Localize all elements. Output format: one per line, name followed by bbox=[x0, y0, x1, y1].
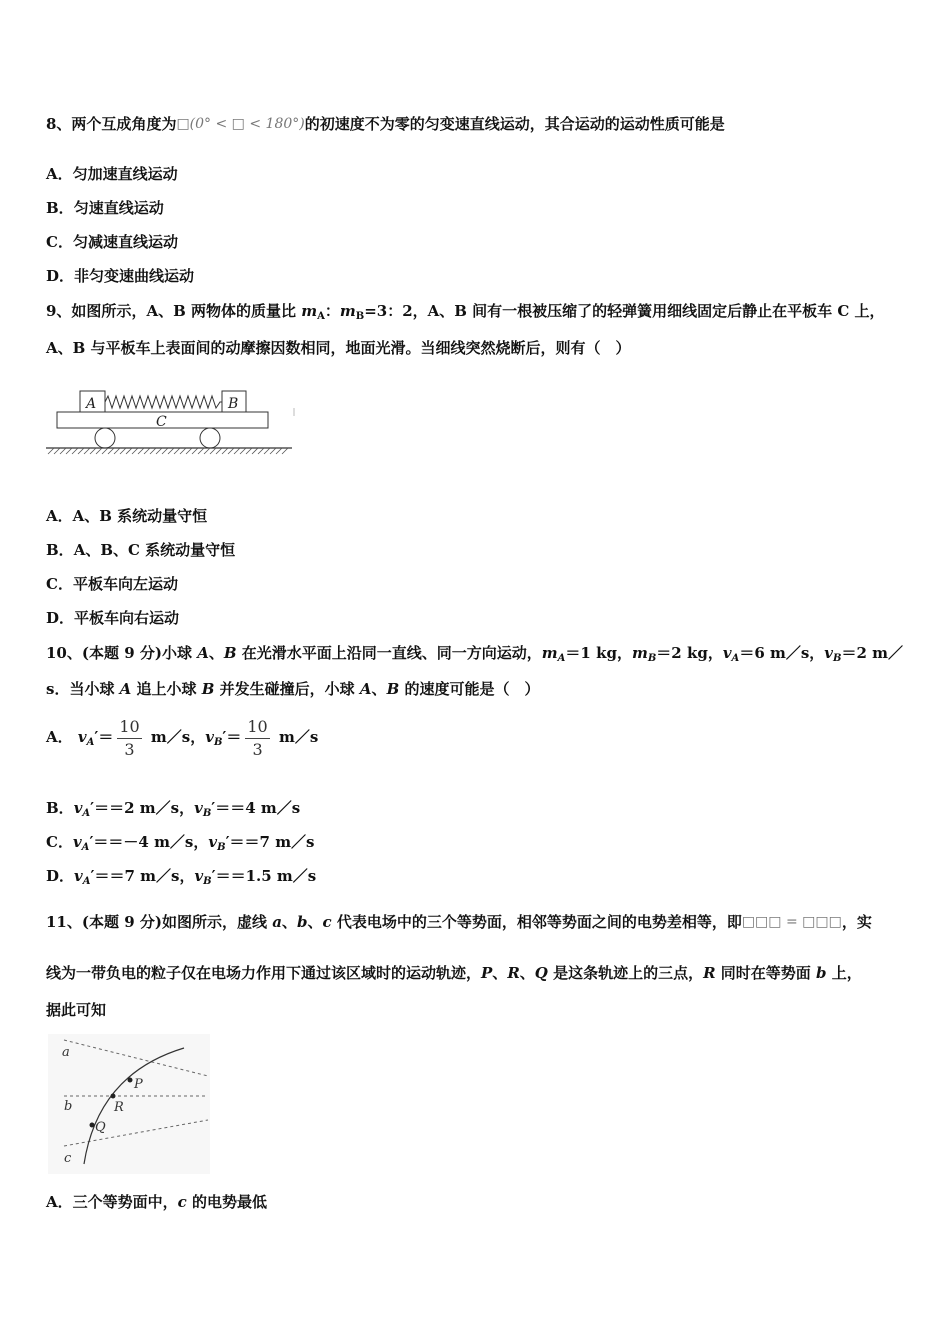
label-c: c bbox=[64, 1151, 72, 1166]
q11-equipotential-figure bbox=[48, 1034, 210, 1174]
q9-cart-figure bbox=[44, 386, 296, 458]
q8-stem: 8、两个互成角度为□(0° < □ < 180°)的初速度不为零的匀变速直线运动，其合运动的运动性质可能是 bbox=[46, 115, 725, 133]
q9-stem-line1: 9、如图所示，A、B 两物体的质量比 $m_A$：$m_B=3$：2，A、B 间有一根被压缩了的轻弹簧用细线固定后静止在平板车 C 上， bbox=[46, 302, 885, 322]
q8-option-d[interactable]: D．非匀变速曲线运动 bbox=[46, 267, 195, 285]
q10-stem-line2: s．当小球 A 追上小球 B 并发生碰撞后，小球 A、B 的速度可能是（ ） bbox=[46, 680, 540, 698]
q10-fraction-a: $\frac{10}{3}$ bbox=[119, 716, 140, 759]
q8-option-c[interactable]: C．匀减速直线运动 bbox=[46, 233, 178, 251]
ground-hatching bbox=[48, 448, 288, 454]
point-r bbox=[111, 1094, 116, 1099]
q11-stem-line3: 据此可知 bbox=[46, 1001, 107, 1019]
wheel-right bbox=[200, 428, 220, 448]
q8-angle-formula: □(0° < □ < 180°) bbox=[176, 116, 305, 132]
q11-potential-formula: □□□ = □□□ bbox=[741, 914, 842, 930]
wheel-left bbox=[95, 428, 115, 448]
cart-c-label: C bbox=[156, 414, 167, 430]
q9-option-a[interactable]: A．A、B 系统动量守恒 bbox=[46, 507, 208, 525]
q9-stem-line2: A、B 与平板车上表面间的动摩擦因数相同，地面光滑。当细线突然烧断后，则有（ ） bbox=[46, 339, 631, 357]
q10-option-c[interactable]: C．$v_A'==-4$ m／s，$v_B'==7$ m／s bbox=[46, 833, 315, 853]
q9-option-b[interactable]: B．A、B、C 系统动量守恒 bbox=[46, 541, 236, 559]
q10-option-a[interactable]: A． $v_A'=$ $\frac{10}{3}$ m／s，$v_B'=$ $\frac{10}{3}$ m／s bbox=[46, 716, 319, 759]
compressed-spring bbox=[105, 396, 222, 408]
q11-stem-line2: 线为一带负电的粒子仅在电场力作用下通过该区域时的运动轨迹，P、R、Q 是这条轨迹上的三点，R 同时在等势面 b 上， bbox=[46, 964, 862, 982]
q11-option-a[interactable]: A．三个等势面中，c 的电势最低 bbox=[46, 1193, 268, 1211]
label-p: P bbox=[134, 1077, 143, 1092]
label-a: a bbox=[62, 1045, 70, 1060]
q10-option-b[interactable]: B．$v_A'==2$ m／s，$v_B'==4$ m／s bbox=[46, 799, 301, 819]
block-b-label: B bbox=[228, 396, 239, 412]
q10-stem-line1: 10、(本题 9 分)小球 A、B 在光滑水平面上沿同一直线、同一方向运动，$m_A=1$ kg，$m_B=2$ kg，$v_A=6$ m／s，$v_B=2$ m／ bbox=[46, 644, 903, 664]
block-a-label: A bbox=[86, 396, 97, 412]
label-q: Q bbox=[95, 1120, 106, 1135]
q9-option-c[interactable]: C．平板车向左运动 bbox=[46, 575, 178, 593]
q10-fraction-b: $\frac{10}{3}$ bbox=[247, 716, 268, 759]
q10-option-d[interactable]: D．$v_A'==7$ m／s，$v_B'==1.5$ m／s bbox=[46, 867, 317, 887]
q8-option-b[interactable]: B．匀速直线运动 bbox=[46, 199, 164, 217]
label-r: R bbox=[114, 1100, 124, 1115]
q8-option-a[interactable]: A．匀加速直线运动 bbox=[46, 165, 178, 183]
point-q bbox=[90, 1123, 95, 1128]
point-p bbox=[128, 1078, 133, 1083]
q11-stem-line1: 11、(本题 9 分)如图所示，虚线 a、b、c 代表电场中的三个等势面，相邻等势面之间的电势差相等，即□□□ = □□□，实 bbox=[46, 913, 872, 931]
label-b: b bbox=[64, 1099, 73, 1114]
q9-option-d[interactable]: D．平板车向右运动 bbox=[46, 609, 180, 627]
